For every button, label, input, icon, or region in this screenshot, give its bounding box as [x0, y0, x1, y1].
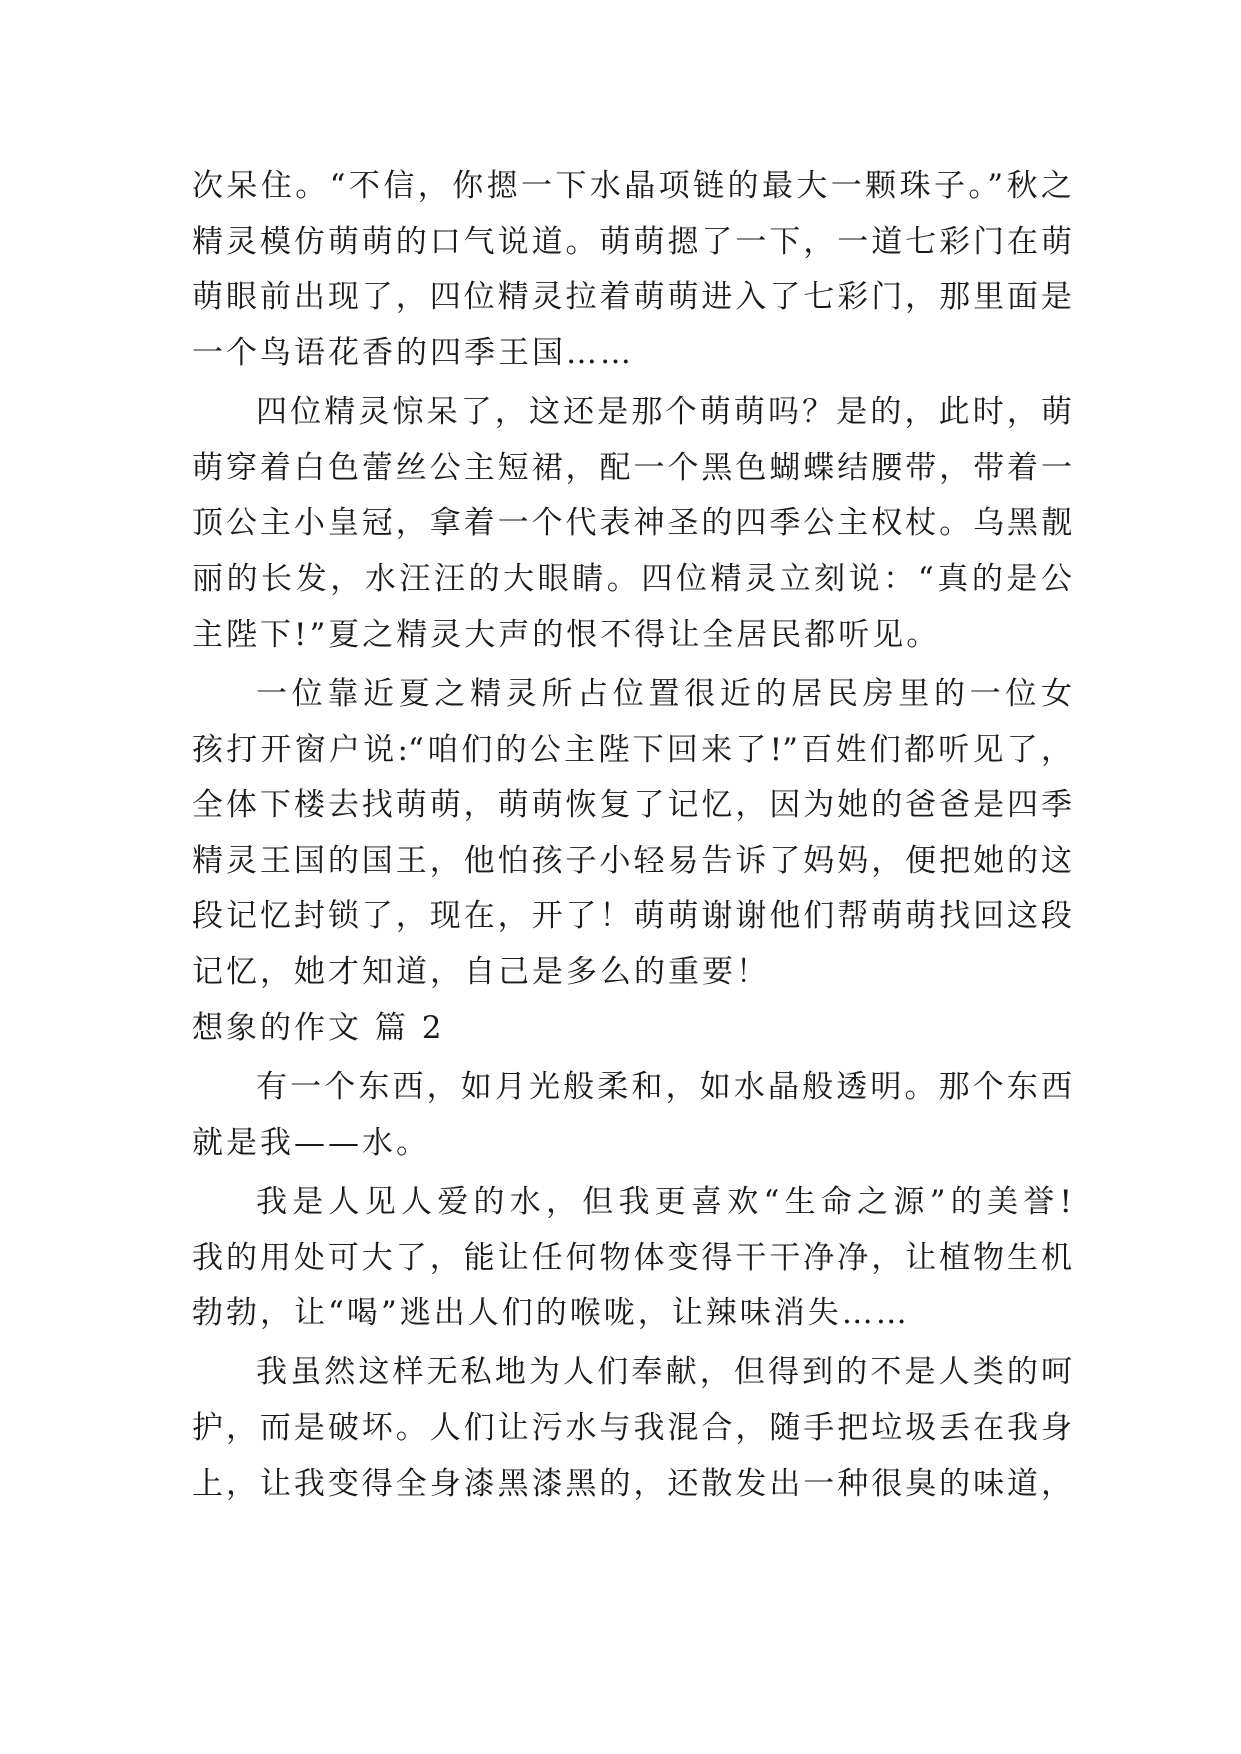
text-line: 萌穿着白色蕾丝公主短裙，配一个黑色蝴蝶结腰带，带着一: [192, 450, 1072, 486]
text-line: 段记忆封锁了，现在，开了！萌萌谢谢他们帮萌萌找回这段: [192, 898, 1072, 934]
text-line: 勃勃，让“喝”逃出人们的喉咙，让辣味消失……: [192, 1295, 910, 1331]
paragraph-first-line: 四位精灵惊呆了，这还是那个萌萌吗？是的，此时，萌: [256, 394, 1072, 430]
text-line: 我的用处可大了，能让任何物体变得干干净净，让植物生机: [192, 1240, 1072, 1276]
text-line: 护，而是破坏。人们让污水与我混合，随手把垃圾丢在我身: [192, 1410, 1072, 1446]
paragraph-first-line: 我是人见人爱的水，但我更喜欢“生命之源”的美誉!: [256, 1184, 1072, 1220]
text-line: 全体下楼去找萌萌，萌萌恢复了记忆，因为她的爸爸是四季: [192, 787, 1072, 823]
text-line: 次呆住。“不信，你摁一下水晶项链的最大一颗珠子。”秋之: [192, 168, 1072, 204]
text-line: 精灵模仿萌萌的口气说道。萌萌摁了一下，一道七彩门在萌: [192, 224, 1072, 260]
text-line: 记忆，她才知道，自己是多么的重要！: [192, 954, 770, 990]
text-line: 上，让我变得全身漆黑漆黑的，还散发出一种很臭的味道，: [192, 1466, 1072, 1502]
text-line: 孩打开窗户说:“咱们的公主陛下回来了!”百姓们都听见了，: [192, 732, 1072, 768]
paragraph-first-line: 一位靠近夏之精灵所占位置很近的居民房里的一位女: [256, 676, 1072, 712]
paragraph-first-line: 我虽然这样无私地为人们奉献，但得到的不是人类的呵: [256, 1354, 1072, 1390]
section-heading: 想象的作文 篇 2: [192, 1010, 445, 1046]
text-line: 丽的长发，水汪汪的大眼睛。四位精灵立刻说：“真的是公: [192, 561, 1072, 597]
text-line: 顶公主小皇冠，拿着一个代表神圣的四季公主权杖。乌黑靓: [192, 505, 1072, 541]
text-line: 精灵王国的国王，他怕孩子小轻易告诉了妈妈，便把她的这: [192, 843, 1072, 879]
text-line: 就是我——水。: [192, 1125, 430, 1161]
text-line: 主陛下!”夏之精灵大声的恨不得让全居民都听见。: [192, 617, 941, 653]
text-line: 一个鸟语花香的四季王国……: [192, 335, 634, 371]
paragraph-first-line: 有一个东西，如月光般柔和，如水晶般透明。那个东西: [256, 1069, 1072, 1105]
text-line: 萌眼前出现了，四位精灵拉着萌萌进入了七彩门，那里面是: [192, 279, 1072, 315]
